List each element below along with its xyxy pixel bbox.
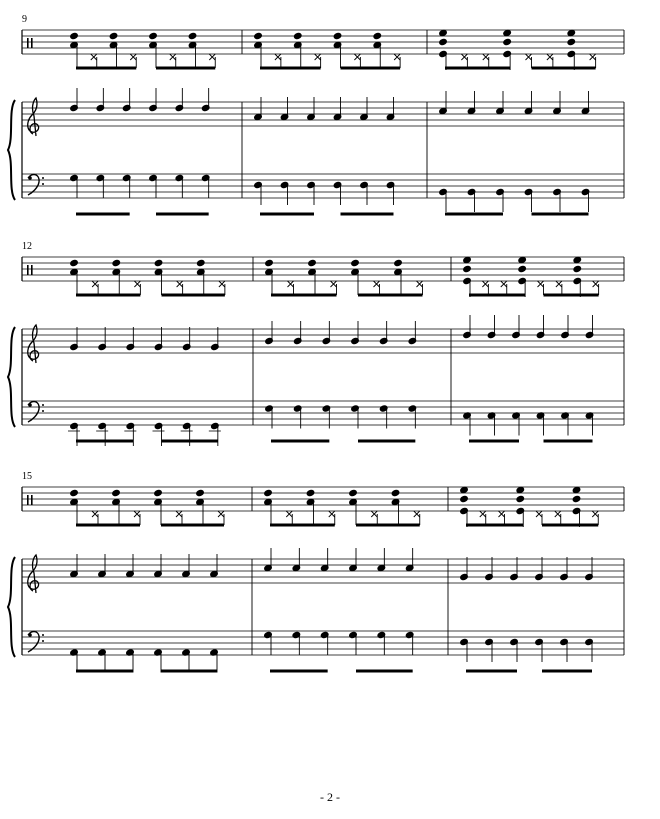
x-notehead <box>374 281 380 287</box>
brace <box>8 327 15 427</box>
measure-number: 9 <box>22 14 27 25</box>
x-notehead <box>170 54 176 60</box>
treble-clef-icon <box>28 98 39 136</box>
x-notehead <box>547 54 553 60</box>
notehead <box>573 256 582 263</box>
beam <box>260 213 314 216</box>
x-notehead <box>482 281 488 287</box>
notehead <box>70 259 79 266</box>
x-notehead <box>331 281 337 287</box>
notehead <box>196 489 205 496</box>
notehead <box>572 486 581 493</box>
beam <box>341 213 394 216</box>
bass-staff <box>22 401 624 425</box>
notehead <box>503 29 512 36</box>
notehead <box>293 32 302 39</box>
x-notehead <box>92 511 98 517</box>
beam <box>156 67 215 70</box>
beam <box>469 294 525 297</box>
x-notehead <box>134 281 140 287</box>
notehead <box>463 256 472 263</box>
beam <box>271 294 337 297</box>
beam <box>532 67 596 70</box>
notehead <box>516 495 525 502</box>
x-notehead <box>483 54 489 60</box>
notehead <box>196 259 205 266</box>
x-notehead <box>592 511 598 517</box>
x-notehead <box>130 54 136 60</box>
notehead <box>503 38 512 45</box>
treble-staff <box>22 102 624 126</box>
notehead <box>463 265 472 272</box>
x-notehead <box>286 511 292 517</box>
x-notehead <box>218 511 224 517</box>
x-notehead <box>315 54 321 60</box>
notehead <box>518 256 527 263</box>
bass-staff <box>22 174 624 198</box>
x-notehead <box>555 511 561 517</box>
notehead <box>516 486 525 493</box>
notehead <box>460 486 469 493</box>
beam <box>542 670 592 673</box>
x-notehead <box>177 281 183 287</box>
x-notehead <box>219 281 225 287</box>
x-notehead <box>501 281 507 287</box>
beam <box>76 67 136 70</box>
notehead <box>351 259 360 266</box>
x-notehead <box>461 54 467 60</box>
x-notehead <box>209 54 215 60</box>
brace <box>8 100 15 200</box>
x-notehead <box>92 281 98 287</box>
notehead <box>112 489 121 496</box>
x-notehead <box>538 281 544 287</box>
x-notehead <box>288 281 294 287</box>
notehead <box>154 489 163 496</box>
beam <box>76 670 133 673</box>
notehead <box>460 495 469 502</box>
beam <box>466 670 517 673</box>
x-notehead <box>329 511 335 517</box>
x-notehead <box>134 511 140 517</box>
x-notehead <box>354 54 360 60</box>
beam <box>445 67 510 70</box>
beam <box>270 670 328 673</box>
measure-number: 15 <box>22 471 32 482</box>
beam <box>356 524 420 527</box>
beam <box>260 67 321 70</box>
x-notehead <box>275 54 281 60</box>
beam <box>358 294 423 297</box>
beam <box>271 440 329 443</box>
notehead <box>149 32 158 39</box>
notehead <box>349 489 358 496</box>
percussion-clef-icon <box>27 495 33 505</box>
beam <box>270 524 335 527</box>
beam <box>445 213 503 216</box>
beam <box>76 294 140 297</box>
x-notehead <box>91 54 97 60</box>
notehead <box>567 29 576 36</box>
percussion-staff <box>22 487 624 511</box>
x-notehead <box>371 511 377 517</box>
system <box>8 14 624 216</box>
notehead <box>518 265 527 272</box>
x-notehead <box>394 54 400 60</box>
x-notehead <box>480 511 486 517</box>
x-notehead <box>536 511 542 517</box>
beam <box>358 440 415 443</box>
notehead <box>70 32 79 39</box>
system <box>8 241 624 446</box>
beam <box>76 213 130 216</box>
beam <box>161 524 224 527</box>
treble-clef-icon <box>28 325 39 363</box>
notehead <box>572 495 581 502</box>
notehead <box>254 32 263 39</box>
notehead <box>573 265 582 272</box>
beam <box>161 670 217 673</box>
beam <box>162 440 218 443</box>
notehead <box>308 259 317 266</box>
notehead <box>154 259 163 266</box>
notehead <box>567 38 576 45</box>
notehead <box>333 32 342 39</box>
notehead <box>264 489 273 496</box>
system <box>8 471 624 673</box>
beam <box>532 213 589 216</box>
beam <box>542 524 598 527</box>
notehead <box>373 32 382 39</box>
x-notehead <box>176 511 182 517</box>
percussion-clef-icon <box>27 38 33 48</box>
notehead <box>112 259 121 266</box>
percussion-clef-icon <box>27 265 33 275</box>
beam <box>356 670 413 673</box>
notehead <box>439 29 448 36</box>
notehead <box>265 259 274 266</box>
beam <box>469 440 519 443</box>
beam <box>162 294 225 297</box>
notehead <box>439 38 448 45</box>
x-notehead <box>590 54 596 60</box>
notehead <box>391 489 400 496</box>
beam <box>76 440 133 443</box>
page-number: - 2 - <box>320 790 340 804</box>
notehead <box>70 489 79 496</box>
notehead <box>188 32 197 39</box>
x-notehead <box>526 54 532 60</box>
x-notehead <box>556 281 562 287</box>
beam <box>544 294 599 297</box>
notehead <box>306 489 315 496</box>
beam <box>156 213 209 216</box>
brace <box>8 557 15 657</box>
x-notehead <box>499 511 505 517</box>
beam <box>544 440 593 443</box>
notehead <box>394 259 403 266</box>
measure-number: 12 <box>22 241 32 252</box>
beam <box>466 524 523 527</box>
x-notehead <box>414 511 420 517</box>
treble-clef-icon <box>28 555 39 593</box>
x-notehead <box>593 281 599 287</box>
notehead <box>109 32 118 39</box>
x-notehead <box>417 281 423 287</box>
percussion-staff <box>22 257 624 281</box>
beam <box>341 67 401 70</box>
beam <box>76 524 140 527</box>
